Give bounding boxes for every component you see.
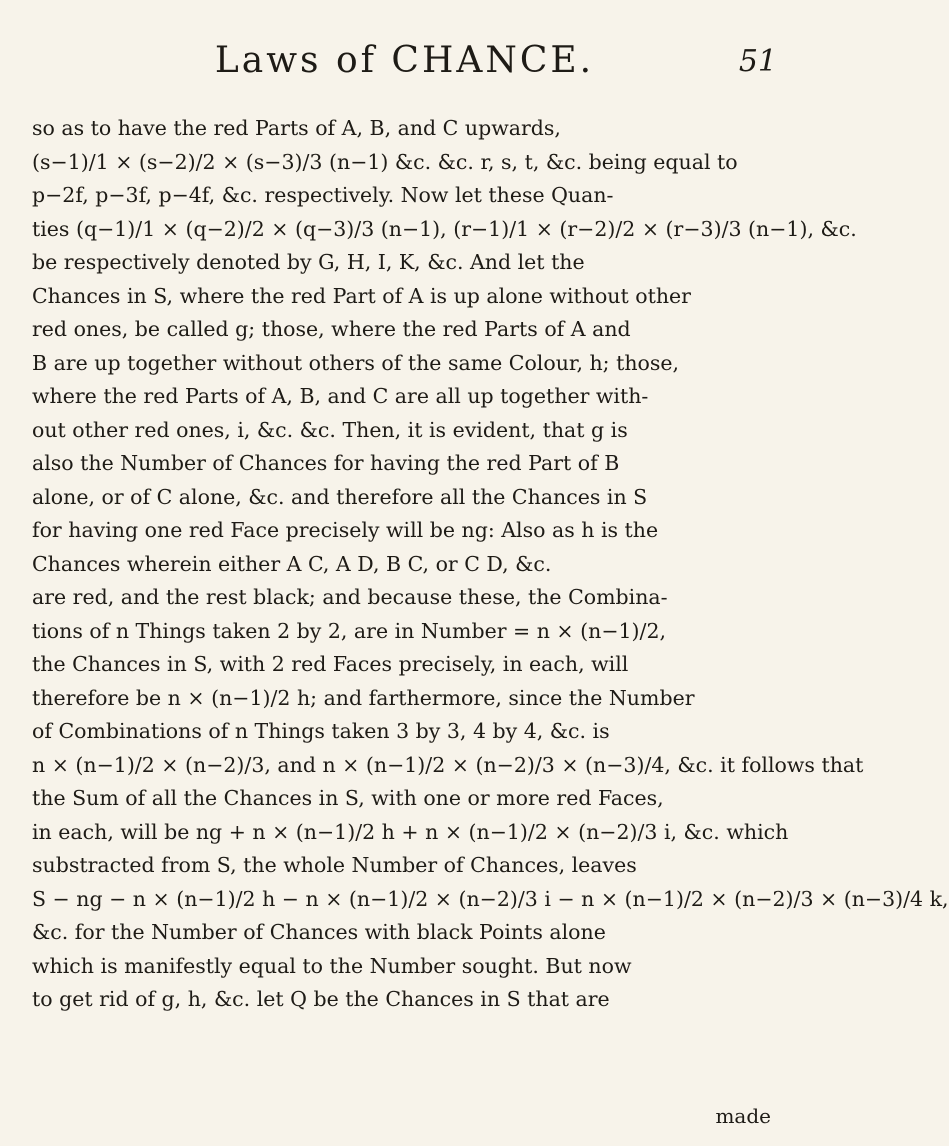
text-line: also the Number of Chances for having the red Part of B bbox=[32, 451, 620, 475]
text-line: n × (n−1)/2 × (n−2)/3, and n × (n−1)/2 × (n−2)/3 × (n−3)/4, &c. it follows that bbox=[32, 752, 864, 777]
text-line: the Chances in S, with 2 red Faces precisely, in each, will bbox=[32, 652, 629, 676]
text-line: Chances in S, where the red Part of A is up alone without other bbox=[32, 283, 691, 308]
text-line: &c. for the Number of Chances with black Points alone bbox=[32, 920, 606, 944]
text-line: be respectively denoted by G, H, I, K, &c. And let the bbox=[32, 250, 585, 274]
text-line: substracted from S, the whole Number of Chances, leaves bbox=[32, 853, 637, 877]
text-line: out other red ones, i, &c. &c. Then, it is evident, that g is bbox=[32, 417, 628, 442]
text-line: of Combinations of n Things taken 3 by 3, 4 by 4, &c. is bbox=[32, 719, 610, 743]
body-text bbox=[32, 112, 949, 1017]
page-header bbox=[32, 40, 777, 100]
text-line: are red, and the rest black; and because these, the Combina- bbox=[32, 585, 668, 609]
text-line: ties (q−1)/1 × (q−2)/2 × (q−3)/3 (n−1), (r−1)/1 × (r−2)/2 × (r−3)/3 (n−1), &c. bbox=[32, 216, 857, 241]
text-line: Chances wherein either A C, A D, B C, or C D, &c. bbox=[32, 551, 552, 576]
text-line: so as to have the red Parts of A, B, and C upwards, bbox=[32, 116, 561, 140]
page-number: 51 bbox=[738, 44, 777, 79]
running-title: Laws of CHANCE. bbox=[214, 40, 595, 81]
text-line: tions of n Things taken 2 by 2, are in Number = n × (n−1)/2, bbox=[32, 618, 667, 643]
text-line: in each, will be ng + n × (n−1)/2 h + n × (n−1)/2 × (n−2)/3 i, &c. which bbox=[32, 819, 789, 844]
text-line: alone, or of C alone, &c. and therefore all the Chances in S bbox=[32, 484, 648, 509]
text-line: therefore be n × (n−1)/2 h; and farthermore, since the Number bbox=[32, 685, 695, 710]
text-line: B are up together without others of the same Colour, h; those, bbox=[32, 350, 680, 375]
text-line: for having one red Face precisely will be ng: Also as h is the bbox=[32, 518, 659, 542]
text-line: to get rid of g, h, &c. let Q be the Chances in S that are bbox=[32, 987, 610, 1011]
text-line: (s−1)/1 × (s−2)/2 × (s−3)/3 (n−1) &c. &c. r, s, t, &c. being equal to bbox=[32, 149, 738, 174]
text-line: the Sum of all the Chances in S, with one or more red Faces, bbox=[32, 786, 664, 810]
text-line: where the red Parts of A, B, and C are all up together with- bbox=[32, 384, 649, 408]
text-line: which is manifestly equal to the Number sought. But now bbox=[32, 953, 632, 978]
text-line: S − ng − n × (n−1)/2 h − n × (n−1)/2 × (n−2)/3 i − n × (n−1)/2 × (n−2)/3 × (n−3)/4 k, bbox=[32, 886, 949, 911]
text-line: red ones, be called g; those, where the red Parts of A and bbox=[32, 317, 631, 341]
catchword: made bbox=[715, 1104, 771, 1128]
text-line: p−2f, p−3f, p−4f, &c. respectively. Now let these Quan- bbox=[32, 183, 614, 207]
